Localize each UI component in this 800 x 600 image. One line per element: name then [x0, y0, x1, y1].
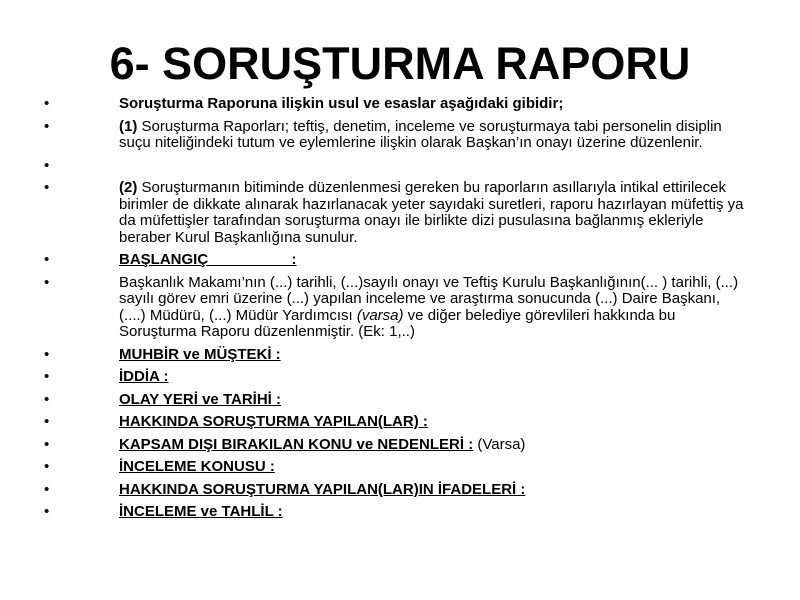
list-item	[0, 96, 800, 113]
heading-hakkinda: HAKKINDA SORUŞTURMA YAPILAN(LAR) :	[119, 413, 428, 430]
varsa-note: (varsa)	[356, 306, 404, 324]
bullet-icon: •	[44, 156, 50, 174]
list-item	[0, 347, 800, 364]
bullet-icon: •	[44, 273, 50, 291]
item-body: Soruşturma Raporları; teftiş, denetim, inceleme ve soruşturmaya tabi personelin disiplin suçu niteliğindeki tutum ve eylemlerine ilişkin olarak Başkan’ın onayı üzerine düzenlenir.	[119, 117, 722, 151]
list-item	[0, 459, 800, 476]
list-item-empty	[0, 158, 800, 175]
heading-inceleme-konusu: İNCELEME KONUSU :	[119, 458, 275, 475]
bullet-icon: •	[44, 179, 50, 196]
item-text	[119, 180, 749, 246]
list-item	[0, 414, 800, 431]
bullet-icon: •	[44, 435, 50, 453]
heading-ifadeler: HAKKINDA SORUŞTURMA YAPILAN(LAR)IN İFADELERİ :	[119, 480, 526, 498]
list-item	[0, 275, 800, 341]
list-item	[0, 504, 800, 521]
bullet-icon: •	[44, 458, 50, 475]
list-item	[0, 252, 800, 269]
list-item	[0, 369, 800, 386]
list-item	[0, 119, 800, 152]
bullet-icon: •	[44, 95, 50, 112]
item-number: (2)	[119, 179, 138, 196]
bullet-icon: •	[44, 503, 50, 520]
bullet-list	[0, 96, 800, 521]
list-item	[0, 482, 800, 499]
heading-olay-yeri: OLAY YERİ ve TARİHİ :	[119, 390, 281, 408]
bullet-icon: •	[44, 413, 50, 430]
slide-title: 6- SORUŞTURMA RAPORU	[109, 38, 691, 89]
heading-baslangic: BAŞLANGIÇ :	[119, 251, 297, 268]
list-item	[0, 180, 800, 246]
bullet-icon: •	[44, 117, 50, 135]
bullet-icon: •	[44, 251, 50, 268]
item-text: Başkanlık Makamı’nın (...) tarihli, (...)sayılı onayı ve Teftiş Kurulu Başkanlığının(... ) tarihli, (...) sayılı görev emri üzerine (...) yapılan inceleme ve araştırma sonucunda (...) Daire Başkanı, (....) Müdürü, (...) Müdür Yardımcısı (varsa) ve diğer belediye görevlileri hakkında bu Soruşturma Raporu düzenlenmiştir. (Ek: 1,..)	[119, 273, 739, 340]
heading-muhbir: MUHBİR ve MÜŞTEKİ :	[119, 345, 281, 363]
item-text	[119, 119, 749, 152]
heading-inceleme-tahlil: İNCELEME ve TAHLİL :	[119, 503, 283, 520]
list-item	[0, 392, 800, 409]
item-body: Soruşturmanın bitiminde düzenlenmesi gereken bu raporların asıllarıyla intikal ettirilecek birimler de dikkate alınarak hazırlanacak yeter sayıdaki suretleri, raporu hazırlayan müfettiş ya da müfettişler tarafından soruşturma onayı ile birlikte dizi pusulasına bağlanmış ekleriyle beraber Kurul Başkanlığına sunulur.	[119, 179, 744, 246]
heading-kapsam: KAPSAM DIŞI BIRAKILAN KONU ve NEDENLERİ :	[119, 435, 474, 453]
item-text: KAPSAM DIŞI BIRAKILAN KONU ve NEDENLERİ : (Varsa)	[119, 435, 526, 453]
bullet-icon: •	[44, 390, 50, 408]
item-number: (1)	[119, 117, 138, 135]
bullet-icon: •	[44, 368, 50, 385]
bullet-icon: •	[44, 480, 50, 498]
list-item	[0, 437, 800, 454]
heading-iddia: İDDİA :	[119, 368, 169, 385]
bullet-icon: •	[44, 345, 50, 363]
item-text: Soruşturma Raporuna ilişkin usul ve esaslar aşağıdaki gibidir;	[119, 95, 564, 112]
